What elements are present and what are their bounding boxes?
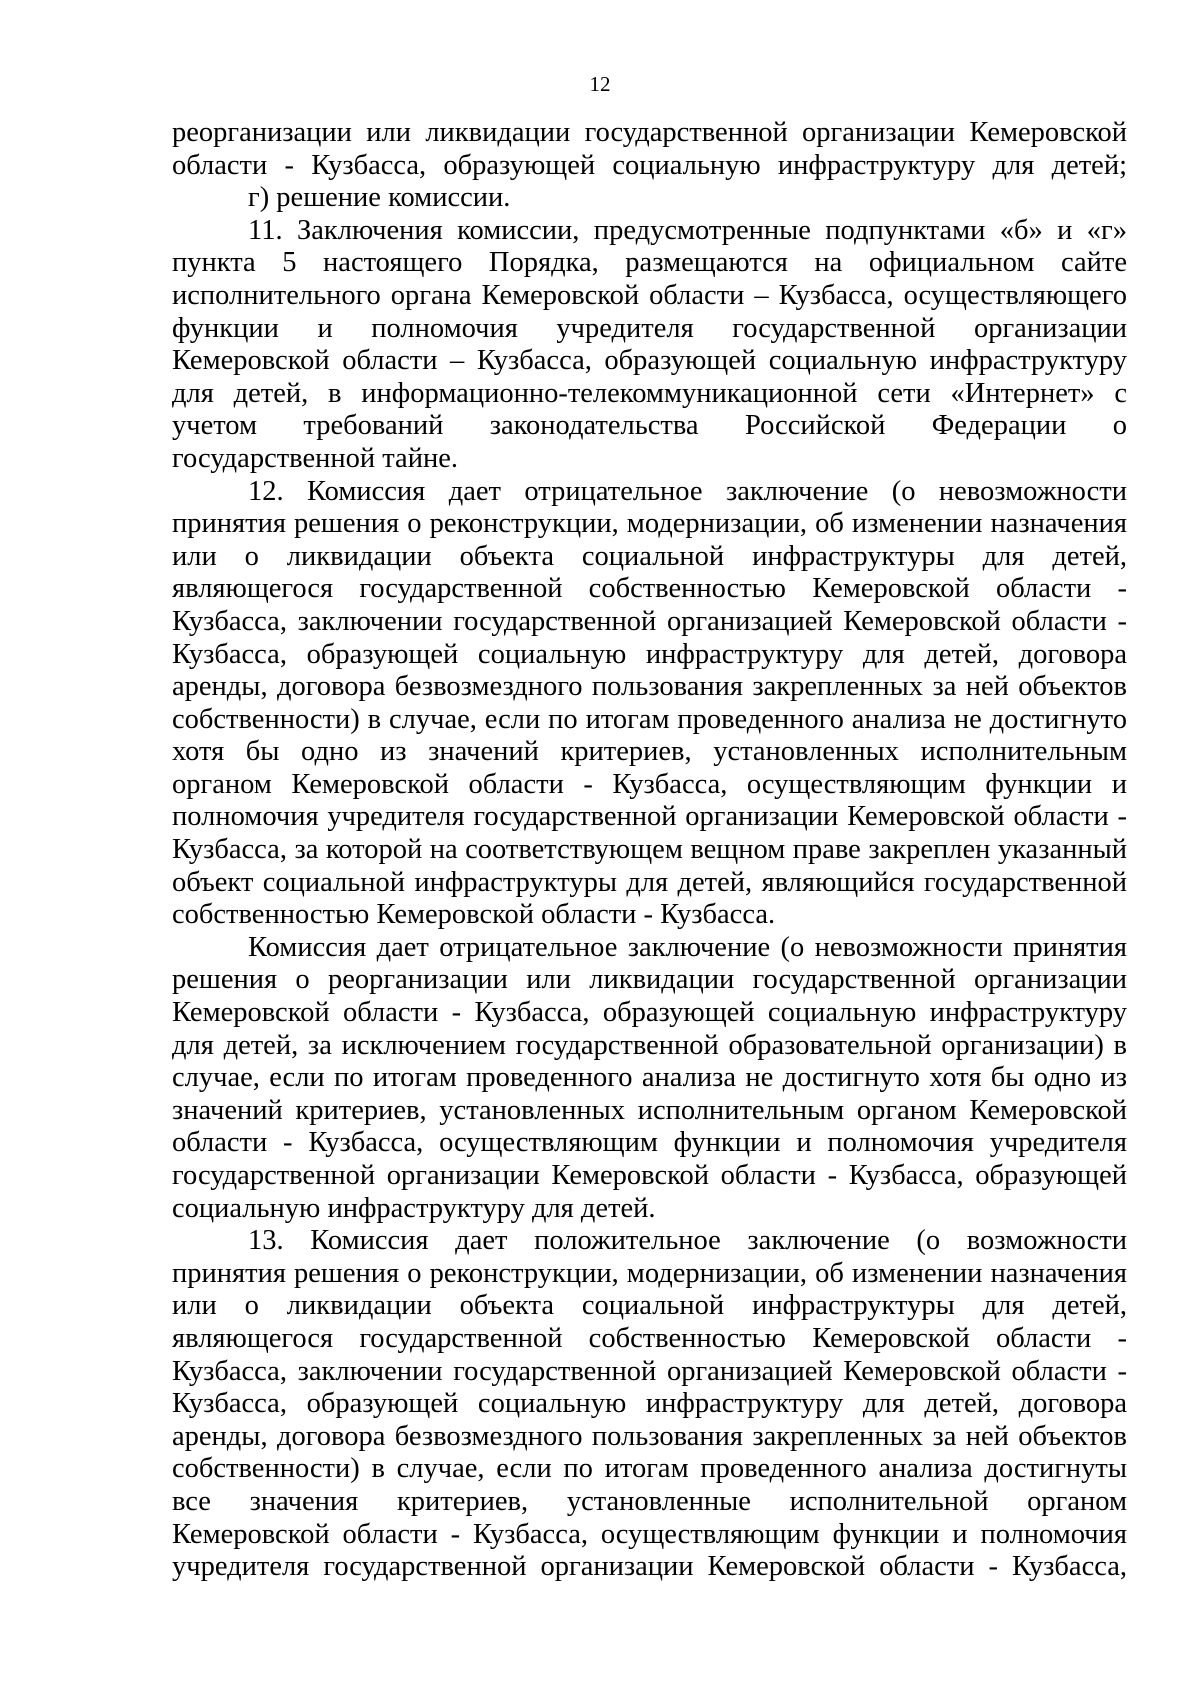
- text-line: 11. Заключения комиссии, предусмотренные подпунктами «б» и «г»: [248, 214, 1127, 246]
- text-line: являющегося государственной собственностью Кемеровской области -: [172, 1322, 1127, 1354]
- text-line: Комиссия дает отрицательное заключение (о невозможности принятия: [248, 931, 1127, 963]
- text-line: принятия решения о реконструкции, модернизации, об изменении назначения: [172, 1257, 1127, 1289]
- text-line: собственности) в случае, если по итогам проведенного анализа не достигнуто: [172, 703, 1127, 735]
- text-line: или о ликвидации объекта социальной инфраструктуры для детей,: [172, 540, 1127, 572]
- text-line: органом Кемеровской области - Кузбасса, осуществляющим функции и: [172, 768, 1127, 800]
- text-line: аренды, договора безвозмездного пользования закрепленных за ней объектов: [172, 671, 1127, 703]
- text-line: государственной тайне.: [172, 442, 458, 474]
- text-line: Кемеровской области - Кузбасса, образующей социальную инфраструктуру: [172, 997, 1127, 1029]
- text-line: для детей, за исключением государственной образовательной организации) в: [172, 1029, 1127, 1061]
- text-line: полномочия учредителя государственной организации Кемеровской области: [172, 801, 1109, 833]
- text-line: г) решение комиссии.: [248, 182, 511, 214]
- text-line: учредителя государственной организации Кемеровской области - Кузбасса,: [172, 1551, 1127, 1583]
- text-line: области - Кузбасса, образующей социальную инфраструктуру для детей;: [172, 149, 1127, 181]
- text-line: Кузбасса, образующей социальную инфраструктуру для детей, договора: [172, 1388, 1127, 1420]
- text-line: Кемеровской области – Кузбасса, образующей социальную инфраструктуру: [172, 345, 1127, 377]
- text-line: государственной собственностью Кемеровской области - Кузбасса.: [172, 866, 1128, 931]
- text-line: указанный объект социальной инфраструктуры для детей, являющийся: [172, 834, 1128, 898]
- paragraph-continuation: [172, 117, 1127, 182]
- text-line: реорганизации или ликвидации государственной организации Кемеровской: [172, 117, 1127, 148]
- text-line: принятия решения о реконструкции, модернизации, об изменении назначения: [172, 508, 1127, 540]
- text-line: функции и полномочия учредителя государственной организации: [172, 312, 1127, 344]
- text-line: хотя бы одно из значений критериев, установленных исполнительным: [172, 736, 1127, 768]
- text-line: решения о реорганизации или ликвидации государственной организации: [172, 964, 1127, 996]
- text-line: 13. Комиссия дает положительное заключение (о возможности: [248, 1225, 1127, 1257]
- text-line: Кемеровской области - Кузбасса, осуществляющим функции и полномочия: [172, 1518, 1127, 1550]
- text-line: Кузбасса, заключении государственной организацией Кемеровской области -: [172, 1355, 1127, 1387]
- text-line: государственной организации Кемеровской области - Кузбасса, образующей: [172, 1160, 1127, 1191]
- document-body: [172, 117, 1127, 1584]
- paragraph-subitem-g: [172, 182, 1127, 215]
- text-line: значений критериев, установленных исполнительным органом Кемеровской: [172, 1094, 1127, 1126]
- paragraph-item-12: [172, 476, 1127, 932]
- text-line: Кузбасса, образующей социальную инфраструктуру для детей, договора: [172, 638, 1127, 670]
- paragraph-item-11: [172, 215, 1127, 476]
- text-line: социальную инфраструктуру для детей.: [172, 1192, 656, 1224]
- text-line: учетом требований законодательства Российской Федерации о: [172, 410, 1127, 442]
- text-line: пункта 5 настоящего Порядка, размещаются на официальном сайте: [172, 247, 1127, 279]
- paragraph-item-12-part-2: [172, 932, 1127, 1225]
- text-line: области - Кузбасса, осуществляющим функции и полномочия учредителя: [172, 1127, 1127, 1159]
- text-line: или о ликвидации объекта социальной инфраструктуры для детей,: [172, 1290, 1127, 1322]
- text-line: исполнительного органа Кемеровской области – Кузбасса, осуществляющего: [172, 279, 1127, 311]
- text-line: являющегося государственной собственностью Кемеровской области -: [172, 573, 1127, 605]
- text-line: все значения критериев, установленные исполнительной органом: [172, 1485, 1127, 1517]
- text-line: случае, если по итогам проведенного анализа не достигнуто хотя бы одно из: [172, 1062, 1127, 1094]
- text-line: собственности) в случае, если по итогам проведенного анализа достигнуты: [172, 1453, 1127, 1485]
- text-line: 12. Комиссия дает отрицательное заключение (о невозможности: [248, 475, 1127, 507]
- text-line: аренды, договора безвозмездного пользования закрепленных за ней объектов: [172, 1420, 1127, 1452]
- text-line: Кузбасса, заключении государственной организацией Кемеровской области -: [172, 605, 1127, 637]
- text-line: - Кузбасса, за которой на соответствующем вещном праве закреплен: [172, 801, 1127, 866]
- page-number: 12: [589, 72, 611, 96]
- text-line: для детей, в информационно-телекоммуникационной сети «Интернет» с: [172, 377, 1127, 409]
- paragraph-item-13: [172, 1225, 1127, 1584]
